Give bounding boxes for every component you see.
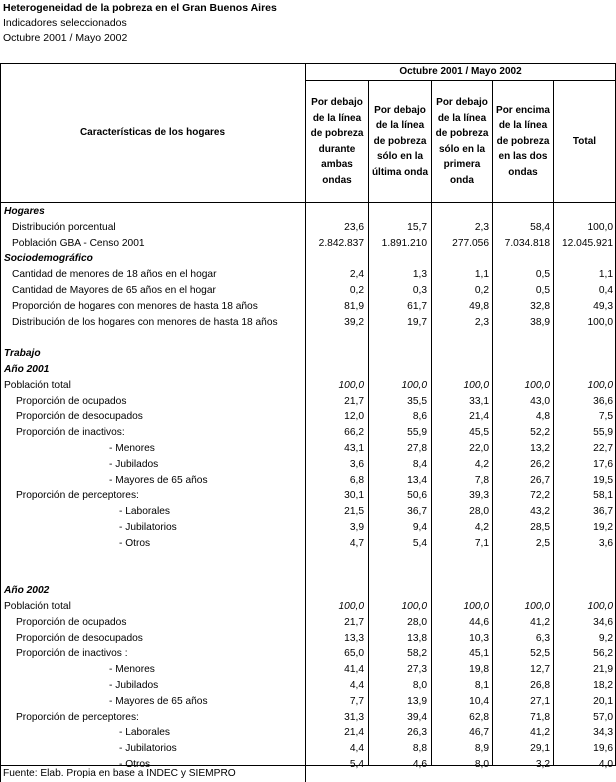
table-row — [0, 204, 616, 220]
table-cell: 21,7 — [344, 616, 364, 628]
table-row — [0, 646, 616, 662]
table-row — [0, 725, 616, 741]
row-label: - Mayores de 65 años — [109, 474, 208, 486]
table-cell: 13,3 — [344, 632, 364, 644]
table-cell: 19,2 — [593, 522, 613, 533]
row-label: Proporción de desocupados — [16, 411, 143, 423]
table-cell: 32,8 — [530, 300, 550, 312]
table-cell: 28,5 — [530, 522, 550, 533]
table-cell: 19,7 — [407, 316, 427, 328]
table-cell: 13,9 — [407, 695, 427, 707]
table-cell: 41,2 — [530, 727, 550, 739]
table-cell: 4,2 — [474, 522, 489, 533]
table-cell: 100,0 — [587, 221, 613, 233]
table-row — [0, 552, 616, 568]
row-label: Proporción de hogares con menores de hasta 18 años — [12, 300, 258, 312]
row-label: - Otros — [119, 537, 151, 549]
table-cell: 21,5 — [344, 506, 364, 518]
table-cell: 17,6 — [593, 458, 613, 470]
table-cell: 58,2 — [407, 648, 427, 660]
table-cell: 2,4 — [349, 269, 364, 281]
table-row — [0, 220, 616, 236]
table-cell: 56,2 — [593, 648, 613, 660]
table-cell: 52,2 — [530, 427, 550, 439]
table-row — [0, 662, 616, 678]
row-label: - Jubilatorios — [119, 522, 177, 533]
table-cell: 43,0 — [530, 395, 550, 407]
table-cell: 62,8 — [469, 711, 489, 723]
table-cell: 19,5 — [593, 474, 613, 486]
row-label: Proporción de ocupados — [16, 395, 127, 407]
table-cell: 3,6 — [349, 458, 364, 470]
table-cell: 66,2 — [344, 427, 364, 439]
table-subtitle: Indicadores seleccionados — [3, 17, 127, 29]
table-cell: 41,4 — [344, 664, 364, 676]
table-cell: 7,7 — [349, 695, 364, 707]
table-cell: 100,0 — [338, 379, 364, 391]
row-label: - Jubilados — [109, 458, 159, 470]
table-cell: 7,5 — [598, 411, 613, 423]
row-label: Distribución de los hogares con menores de hasta 18 años — [12, 316, 278, 328]
row-label: Cantidad de Mayores de 65 años en el hogar — [12, 285, 216, 296]
table-cell: 58,4 — [530, 221, 550, 233]
table-cell: 7.034.818 — [504, 237, 550, 249]
row-label: - Laborales — [119, 727, 170, 739]
table-cell: 22,7 — [593, 443, 613, 454]
table-cell: 100,0 — [338, 601, 364, 612]
table-cell: 61,7 — [407, 300, 427, 312]
table-cell: 0,5 — [535, 285, 550, 296]
table-cell: 7,8 — [474, 474, 489, 486]
table-cell: 1.891.210 — [381, 237, 427, 249]
table-row — [0, 267, 616, 283]
table-cell: 58,1 — [593, 490, 613, 502]
table-cell: 8,8 — [412, 743, 427, 755]
table-row — [0, 283, 616, 299]
table-cell: 39,2 — [344, 316, 364, 328]
col-header-5: Total — [572, 135, 597, 147]
table-cell: 49,8 — [469, 300, 489, 312]
table-cell: 28,0 — [407, 616, 427, 628]
table-cell: 65,0 — [344, 648, 364, 660]
table-cell: 8,4 — [412, 458, 427, 470]
row-label: Proporción de perceptores: — [16, 490, 139, 502]
table-cell: 3,6 — [598, 537, 613, 549]
table-cell: 1,3 — [412, 269, 427, 281]
table-cell: 35,5 — [407, 395, 427, 407]
table-cell: 2,3 — [474, 221, 489, 233]
row-label: Proporción de ocupados — [16, 616, 127, 628]
table-cell: 3,9 — [349, 522, 364, 533]
table-cell: 39,4 — [407, 711, 427, 723]
table-cell: 13,2 — [530, 443, 550, 454]
table-cell: 15,7 — [407, 221, 427, 233]
table-cell: 2,3 — [474, 316, 489, 328]
table-row — [0, 473, 616, 489]
row-label: Proporción de inactivos: — [16, 427, 125, 439]
table-cell: 41,2 — [530, 616, 550, 628]
table-cell: 36,7 — [407, 506, 427, 518]
table-cell: 13,4 — [407, 474, 427, 486]
table-cell: 21,9 — [593, 664, 613, 676]
row-label: - Mayores de 65 años — [109, 695, 208, 707]
table-cell: 0,3 — [412, 285, 427, 296]
col-header-4: Por encima de la línea de pobreza en las dos ondas — [496, 104, 550, 178]
table-cell: 10,3 — [469, 632, 489, 644]
table-row — [0, 394, 616, 410]
table-row — [0, 710, 616, 726]
table-cell: 52,5 — [530, 648, 550, 660]
table-row — [0, 599, 616, 615]
table-cell: 36,7 — [593, 506, 613, 518]
table-cell: 19,6 — [593, 743, 613, 755]
table-cell: 10,4 — [469, 695, 489, 707]
table-row — [0, 251, 616, 267]
row-label: Distribución porcentual — [12, 221, 116, 233]
table-cell: 0,4 — [598, 285, 613, 296]
table-cell: 34,3 — [593, 727, 613, 739]
table-cell: 28,0 — [469, 506, 489, 518]
table-cell: 0,2 — [474, 285, 489, 296]
table-cell: 38,9 — [530, 316, 550, 328]
table-row — [0, 583, 616, 599]
table-cell: 5,4 — [349, 759, 364, 770]
table-cell: 26,3 — [407, 727, 427, 739]
table-cell: 6,3 — [535, 632, 550, 644]
table-cell: 100,0 — [587, 379, 613, 391]
table-cell: 19,8 — [469, 664, 489, 676]
table-row — [0, 741, 616, 757]
table-cell: 2.842.837 — [318, 237, 364, 249]
table-cell: 44,6 — [469, 616, 489, 628]
table-cell: 26,7 — [530, 474, 550, 486]
table-cell: 50,6 — [407, 490, 427, 502]
table-source: Fuente: Elab. Propia en base a INDEC y SIEMPRO — [3, 768, 236, 779]
table-cell: 29,1 — [530, 743, 550, 755]
table-cell: 81,9 — [344, 300, 364, 312]
table-cell: 18,2 — [593, 680, 613, 691]
table-cell: 100,0 — [463, 601, 489, 612]
table-cell: 71,8 — [530, 711, 550, 723]
rule-header-bottom — [0, 202, 616, 203]
table-cell: 100,0 — [587, 601, 613, 612]
table-row — [0, 441, 616, 457]
table-cell: 6,8 — [349, 474, 364, 486]
table-row — [0, 520, 616, 536]
table-cell: 4,7 — [349, 537, 364, 549]
row-label: Cantidad de menores de 18 años en el hogar — [12, 269, 217, 281]
section-label: Año 2001 — [4, 364, 50, 375]
table-cell: 12,0 — [344, 411, 364, 423]
section-label: Sociodemográfico — [4, 253, 93, 265]
table-cell: 1,1 — [598, 269, 613, 281]
table-cell: 49,3 — [593, 300, 613, 312]
table-cell: 4,2 — [474, 458, 489, 470]
table-cell: 4,4 — [349, 680, 364, 691]
table-cell: 20,1 — [593, 695, 613, 707]
table-cell: 100,0 — [524, 379, 550, 391]
row-label: - Otros — [119, 759, 151, 770]
table-cell: 55,9 — [593, 427, 613, 439]
table-row — [0, 536, 616, 552]
table-cell: 2,5 — [535, 537, 550, 549]
section-label: Año 2002 — [4, 585, 50, 597]
table-cell: 12.045.921 — [562, 237, 613, 249]
table-cell: 21,7 — [344, 395, 364, 407]
row-label: Proporción de inactivos : — [16, 648, 128, 660]
table-cell: 72,2 — [530, 490, 550, 502]
table-cell: 4,6 — [412, 759, 427, 770]
table-cell: 4,8 — [535, 411, 550, 423]
table-cell: 27,3 — [407, 664, 427, 676]
table-cell: 22,0 — [469, 443, 489, 454]
table-cell: 7,1 — [474, 537, 489, 549]
section-label: Trabajo — [4, 348, 41, 360]
table-row — [0, 457, 616, 473]
table-cell: 0,2 — [349, 285, 364, 296]
table-cell: 4,4 — [349, 743, 364, 755]
table-row — [0, 362, 616, 378]
table-cell: 43,2 — [530, 506, 550, 518]
table-row — [0, 378, 616, 394]
table-row — [0, 299, 616, 315]
table-cell: 100,0 — [463, 379, 489, 391]
table-row — [0, 694, 616, 710]
table-row — [0, 236, 616, 252]
col-header-2: Por debajo de la línea de pobreza sólo en la última onda — [371, 104, 429, 178]
row-label: Proporción de perceptores: — [16, 711, 139, 723]
table-cell: 55,9 — [407, 427, 427, 439]
table-cell: 43,1 — [344, 443, 364, 454]
table-cell: 9,2 — [598, 632, 613, 644]
table-cell: 12,7 — [530, 664, 550, 676]
table-cell: 277.056 — [452, 237, 489, 249]
table-cell: 31,3 — [344, 711, 364, 723]
table-cell: 8,1 — [474, 680, 489, 691]
table-cell: 9,4 — [412, 522, 427, 533]
table-row — [0, 346, 616, 362]
table-cell: 100,0 — [524, 601, 550, 612]
table-cell: 27,1 — [530, 695, 550, 707]
table-cell: 27,8 — [407, 443, 427, 454]
table-cell: 1,1 — [474, 269, 489, 281]
row-header: Características de los hogares — [79, 127, 226, 139]
table-cell: 13,8 — [407, 632, 427, 644]
table-cell: 8,9 — [474, 743, 489, 755]
table-period: Octubre 2001 / Mayo 2002 — [3, 32, 128, 44]
table-row — [0, 330, 616, 346]
period-header: Octubre 2001 / Mayo 2002 — [399, 66, 522, 78]
row-label: - Laborales — [119, 506, 170, 518]
table-row — [0, 409, 616, 425]
table-cell: 23,6 — [344, 221, 364, 233]
table-cell: 30,1 — [344, 490, 364, 502]
table-cell: 39,3 — [469, 490, 489, 502]
table-cell: 26,2 — [530, 458, 550, 470]
table-cell: 21,4 — [344, 727, 364, 739]
table-cell: 21,4 — [469, 411, 489, 423]
table-cell: 57,0 — [593, 711, 613, 723]
table-row — [0, 678, 616, 694]
table-cell: 26,8 — [530, 680, 550, 691]
table-cell: 0,5 — [535, 269, 550, 281]
row-label: - Menores — [109, 664, 155, 676]
table-cell: 34,6 — [593, 616, 613, 628]
table-cell: 36,6 — [593, 395, 613, 407]
row-label: Población GBA - Censo 2001 — [12, 237, 145, 249]
col-header-3: Por debajo de la línea de pobreza sólo en la primera onda — [435, 97, 489, 186]
table-title: Heterogeneidad de la pobreza en el Gran Buenos Aires — [3, 2, 277, 14]
table-cell: 100,0 — [401, 379, 427, 391]
table-row — [0, 425, 616, 441]
table-cell: 100,0 — [587, 316, 613, 328]
table-cell: 3,2 — [535, 759, 550, 770]
table-row — [0, 567, 616, 583]
row-label: - Menores — [109, 443, 155, 454]
table-cell: 8,0 — [474, 759, 489, 770]
row-label: - Jubilados — [109, 680, 159, 691]
table-row — [0, 631, 616, 647]
table-cell: 45,1 — [469, 648, 489, 660]
table-cell: 4,0 — [598, 759, 613, 770]
table-cell: 100,0 — [401, 601, 427, 612]
row-label: Población total — [4, 601, 71, 612]
table-cell: 5,4 — [412, 537, 427, 549]
section-label: Hogares — [4, 206, 45, 217]
table-cell: 45,5 — [469, 427, 489, 439]
table-cell: 8,6 — [412, 411, 427, 423]
table-row — [0, 504, 616, 520]
table-cell: 8,0 — [412, 680, 427, 691]
table-cell: 33,1 — [469, 395, 489, 407]
col-header-1: Por debajo de la línea de pobreza durante ambas ondas — [310, 97, 364, 186]
row-label: - Jubilatorios — [119, 743, 177, 755]
row-label: Población total — [4, 379, 71, 391]
row-label: Proporción de desocupados — [16, 632, 143, 644]
table-row — [0, 315, 616, 331]
table-row — [0, 615, 616, 631]
table-cell: 46,7 — [469, 727, 489, 739]
table-row — [0, 488, 616, 504]
